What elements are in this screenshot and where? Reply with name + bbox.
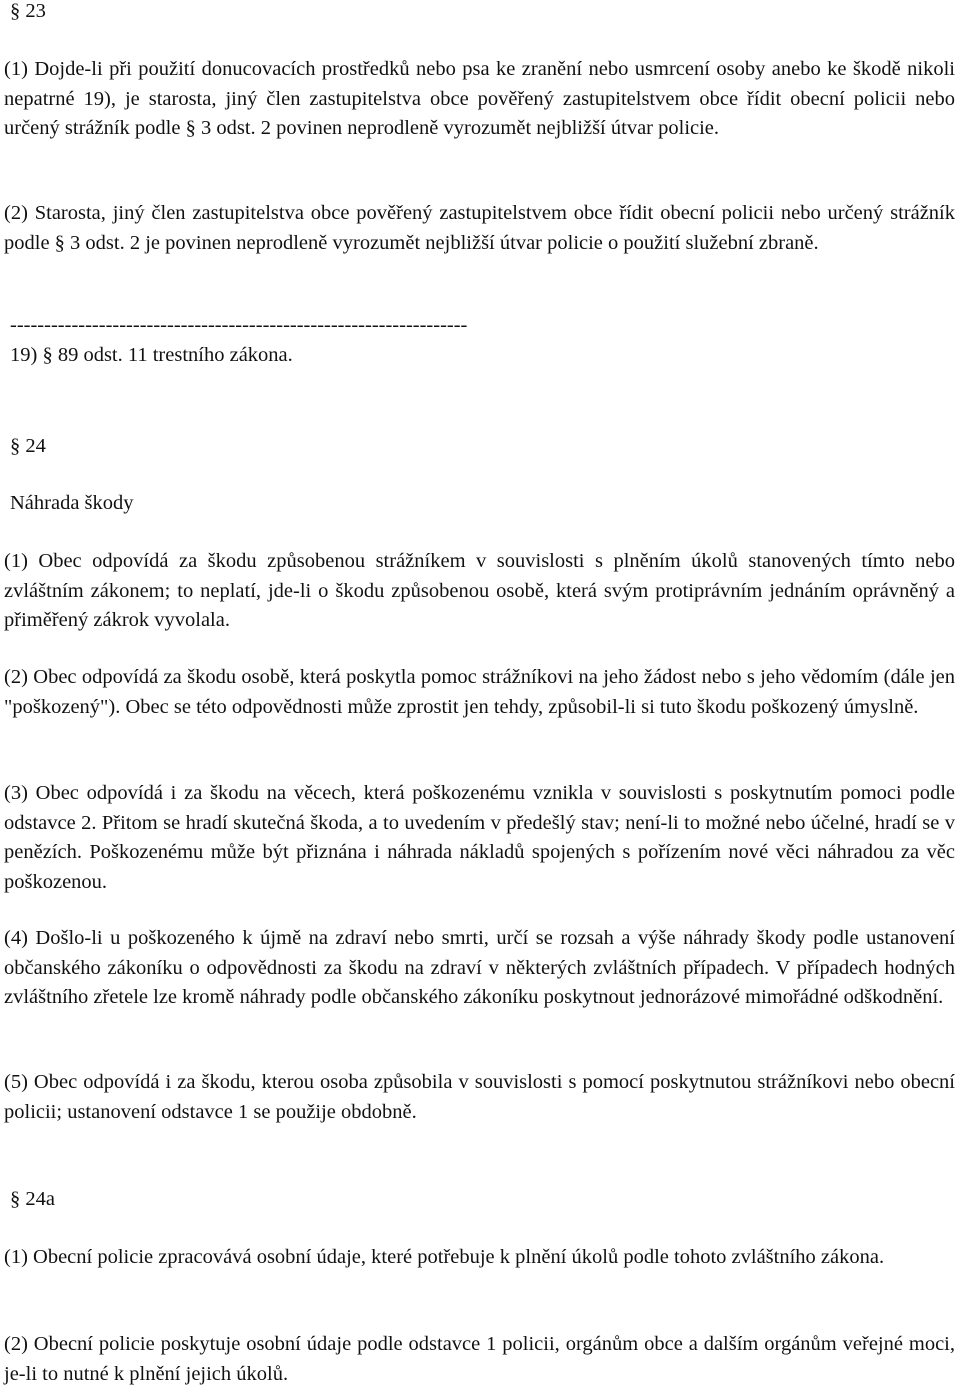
section-24-title: Náhrada škody <box>10 492 134 514</box>
footnote-19: 19) § 89 odst. 11 trestního zákona. <box>10 344 293 366</box>
section-24-heading: § 24 <box>10 435 46 457</box>
footnote-separator: ------------------------------------------------------------------- <box>10 314 468 336</box>
section-24a-paragraph-2: (2) Obecní policie poskytuje osobní údaje podle odstavce 1 policii, orgánům obce a dalším orgánům veřejné moci, je-li to nutné k plnění jejich úkolů. <box>4 1333 955 1385</box>
section-24-paragraph-3: (3) Obec odpovídá i za škodu na věcech, která poškozenému vznikla v souvislosti s poskytnutím pomoci podle odstavce 2. Přitom se hradí skutečná škoda, a to uvedením v předešlý stav; není-li to možné nebo účelné, hradí se v penězích. Poškozenému může být přiznána i náhrada nákladů spojených s pořízením nové věci náhradou za věc poškozenou. <box>4 782 955 893</box>
section-24-paragraph-2: (2) Obec odpovídá za škodu osobě, která poskytla pomoc strážníkovi na jeho žádost nebo s jeho vědomím (dále jen "poškozený"). Obec se této odpovědnosti může zprostit jen tehdy, způsobil-li si tuto škodu poškozený úmyslně. <box>4 666 955 718</box>
section-24a-paragraph-1: (1) Obecní policie zpracovává osobní údaje, které potřebuje k plnění úkolů podle tohoto zvláštního zákona. <box>4 1246 885 1268</box>
section-23-paragraph-2: (2) Starosta, jiný člen zastupitelstva obce pověřený zastupitelstvem obce řídit obecní policii nebo určený strážník podle § 3 odst. 2 je povinen neprodleně vyrozumět nejbližší útvar policie o použití služební zbraně. <box>4 202 955 254</box>
section-23-heading: § 23 <box>10 0 46 22</box>
section-24-paragraph-5: (5) Obec odpovídá i za škodu, kterou osoba způsobila v souvislosti s pomocí poskytnutou strážníkovi nebo obecní policii; ustanovení odstavce 1 se použije obdobně. <box>4 1071 955 1123</box>
section-24a-heading: § 24a <box>10 1188 55 1210</box>
section-24-paragraph-1: (1) Obec odpovídá za škodu způsobenou strážníkem v souvislosti s plněním úkolů stanovených tímto nebo zvláštním zákonem; to neplatí, jde-li o škodu způsobenou osobě, která svým protiprávním jednáním oprávněný a přiměřený zákrok vyvolala. <box>4 550 955 631</box>
section-23-paragraph-1: (1) Dojde-li při použití donucovacích prostředků nebo psa ke zranění nebo usmrcení osoby anebo ke škodě nikoli nepatrné 19), je starosta, jiný člen zastupitelstva obce pověřený zastupitelstvem obce řídit obecní policii nebo určený strážník podle § 3 odst. 2 povinen neprodleně vyrozumět nejbližší útvar policie. <box>4 58 955 139</box>
section-24-paragraph-4: (4) Došlo-li u poškozeného k újmě na zdraví nebo smrti, určí se rozsah a výše náhrady škody podle ustanovení občanského zákoníku o odpovědnosti za škodu na zdraví v některých zvláštních případech. V případech hodných zvláštního zřetele lze kromě náhrady podle občanského zákoníku poskytnout jednorázové mimořádné odškodnění. <box>4 927 955 1008</box>
